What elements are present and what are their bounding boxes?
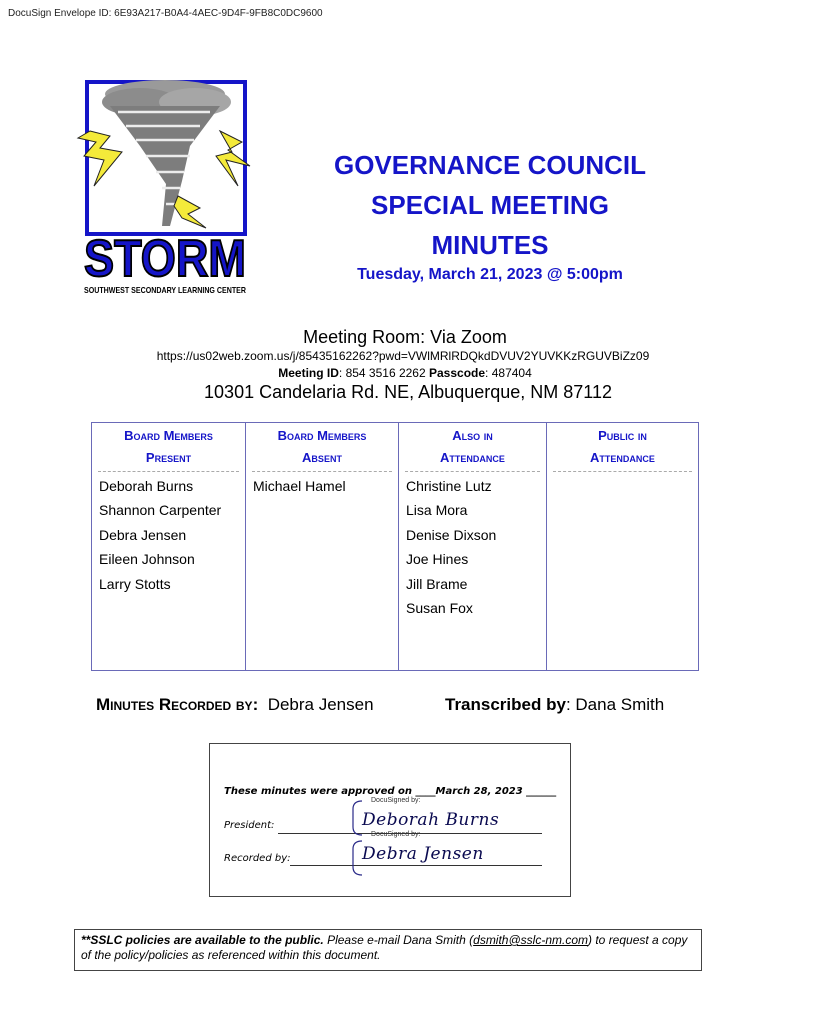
column-public bbox=[547, 423, 699, 671]
policy-notice-text-2: ) to request a copy of the policy/policies as referenced within this document. bbox=[81, 933, 688, 962]
transcribed-name: : Dana Smith bbox=[565, 695, 665, 714]
header-public: Public in Attendance bbox=[553, 423, 692, 472]
logo-subtitle: SOUTHWEST SECONDARY LEARNING CENTER bbox=[84, 285, 246, 295]
docusigned-by-1: DocuSigned by: bbox=[371, 797, 421, 804]
header-absent: Board Members Absent bbox=[252, 423, 392, 472]
title-line-3: MINUTES bbox=[431, 230, 549, 260]
column-also bbox=[399, 423, 547, 671]
docusign-envelope-id: DocuSign Envelope ID: 6E93A217-B0A4-4AEC-9D4F-9FB8C0DC9600 bbox=[8, 8, 323, 19]
passcode-label: Passcode bbox=[429, 366, 486, 380]
transcribed-by bbox=[445, 695, 664, 715]
recorded-name: Debra Jensen bbox=[267, 695, 374, 714]
attendance-table bbox=[91, 422, 699, 671]
attendee-name: Denise Dixson bbox=[406, 526, 497, 543]
attendee-name: Eileen Johnson bbox=[99, 551, 195, 568]
attendee-name: Jill Brame bbox=[406, 575, 468, 592]
also-list bbox=[399, 472, 546, 624]
docusign-bracket-icon bbox=[350, 799, 364, 879]
attendee-name: Deborah Burns bbox=[99, 478, 194, 494]
transcribed-label: Transcribed by bbox=[445, 695, 566, 714]
meeting-id-line bbox=[0, 366, 810, 380]
recorder-signature: Debra Jensen bbox=[362, 844, 484, 864]
meeting-room: Meeting Room: Via Zoom bbox=[303, 327, 507, 347]
absent-list bbox=[246, 472, 398, 502]
attendee-name: Shannon Carpenter bbox=[99, 502, 222, 519]
meeting-date: Tuesday, March 21, 2023 @ 5:00pm bbox=[357, 266, 623, 283]
approval-box bbox=[209, 743, 571, 897]
title-line-2: SPECIAL MEETING bbox=[371, 190, 609, 220]
column-present bbox=[92, 423, 246, 671]
column-absent bbox=[246, 423, 399, 671]
email-link[interactable]: dsmith@sslc-nm.com bbox=[473, 933, 589, 947]
passcode-value: : 487404 bbox=[485, 366, 532, 380]
attendee-name: Joe Hines bbox=[406, 551, 469, 568]
meeting-id-label: Meeting ID bbox=[278, 366, 339, 380]
logo-storm-text: STORM bbox=[84, 230, 246, 288]
attendee-name: Debra Jensen bbox=[99, 526, 187, 543]
president-signature: Deborah Burns bbox=[362, 810, 500, 830]
policy-notice bbox=[74, 929, 702, 971]
policy-notice-bold: **SSLC policies are available to the public. bbox=[81, 933, 324, 947]
attendee-name: Michael Hamel bbox=[253, 478, 346, 494]
approved-on-text: These minutes were approved on ____March 28, 2023 ______ bbox=[224, 786, 557, 797]
storm-logo-graphic bbox=[70, 76, 252, 298]
president-label: President: bbox=[224, 820, 275, 831]
recorded-label: Minutes Recorded by: bbox=[96, 695, 259, 714]
attendee-name: Larry Stotts bbox=[99, 575, 171, 592]
meeting-address: 10301 Candelaria Rd. NE, Albuquerque, NM 87112 bbox=[204, 382, 612, 402]
zoom-link[interactable]: https://us02web.zoom.us/j/85435162262?pwd=VWlMRlRDQkdDVUV2YUVKKzRGUVBiZz09 bbox=[156, 349, 650, 363]
header-present: Board Members Present bbox=[98, 423, 239, 472]
present-list bbox=[92, 472, 245, 600]
attendee-name: Christine Lutz bbox=[406, 478, 492, 494]
attendee-name: Lisa Mora bbox=[406, 502, 468, 519]
recorder-signature-line bbox=[290, 865, 542, 866]
meeting-id-value: : 854 3516 2262 bbox=[338, 366, 429, 380]
minutes-recorded-by bbox=[96, 695, 374, 715]
storm-logo bbox=[70, 76, 252, 298]
public-list bbox=[547, 472, 698, 478]
title-line-1: GOVERNANCE COUNCIL bbox=[333, 150, 646, 180]
attendee-name: Susan Fox bbox=[406, 599, 473, 616]
recorded-by-label: Recorded by: bbox=[224, 853, 291, 864]
docusigned-by-2: DocuSigned by: bbox=[371, 831, 421, 838]
header-also: Also in Attendance bbox=[405, 423, 540, 472]
policy-notice-text-1: Please e-mail Dana Smith ( bbox=[323, 933, 474, 947]
